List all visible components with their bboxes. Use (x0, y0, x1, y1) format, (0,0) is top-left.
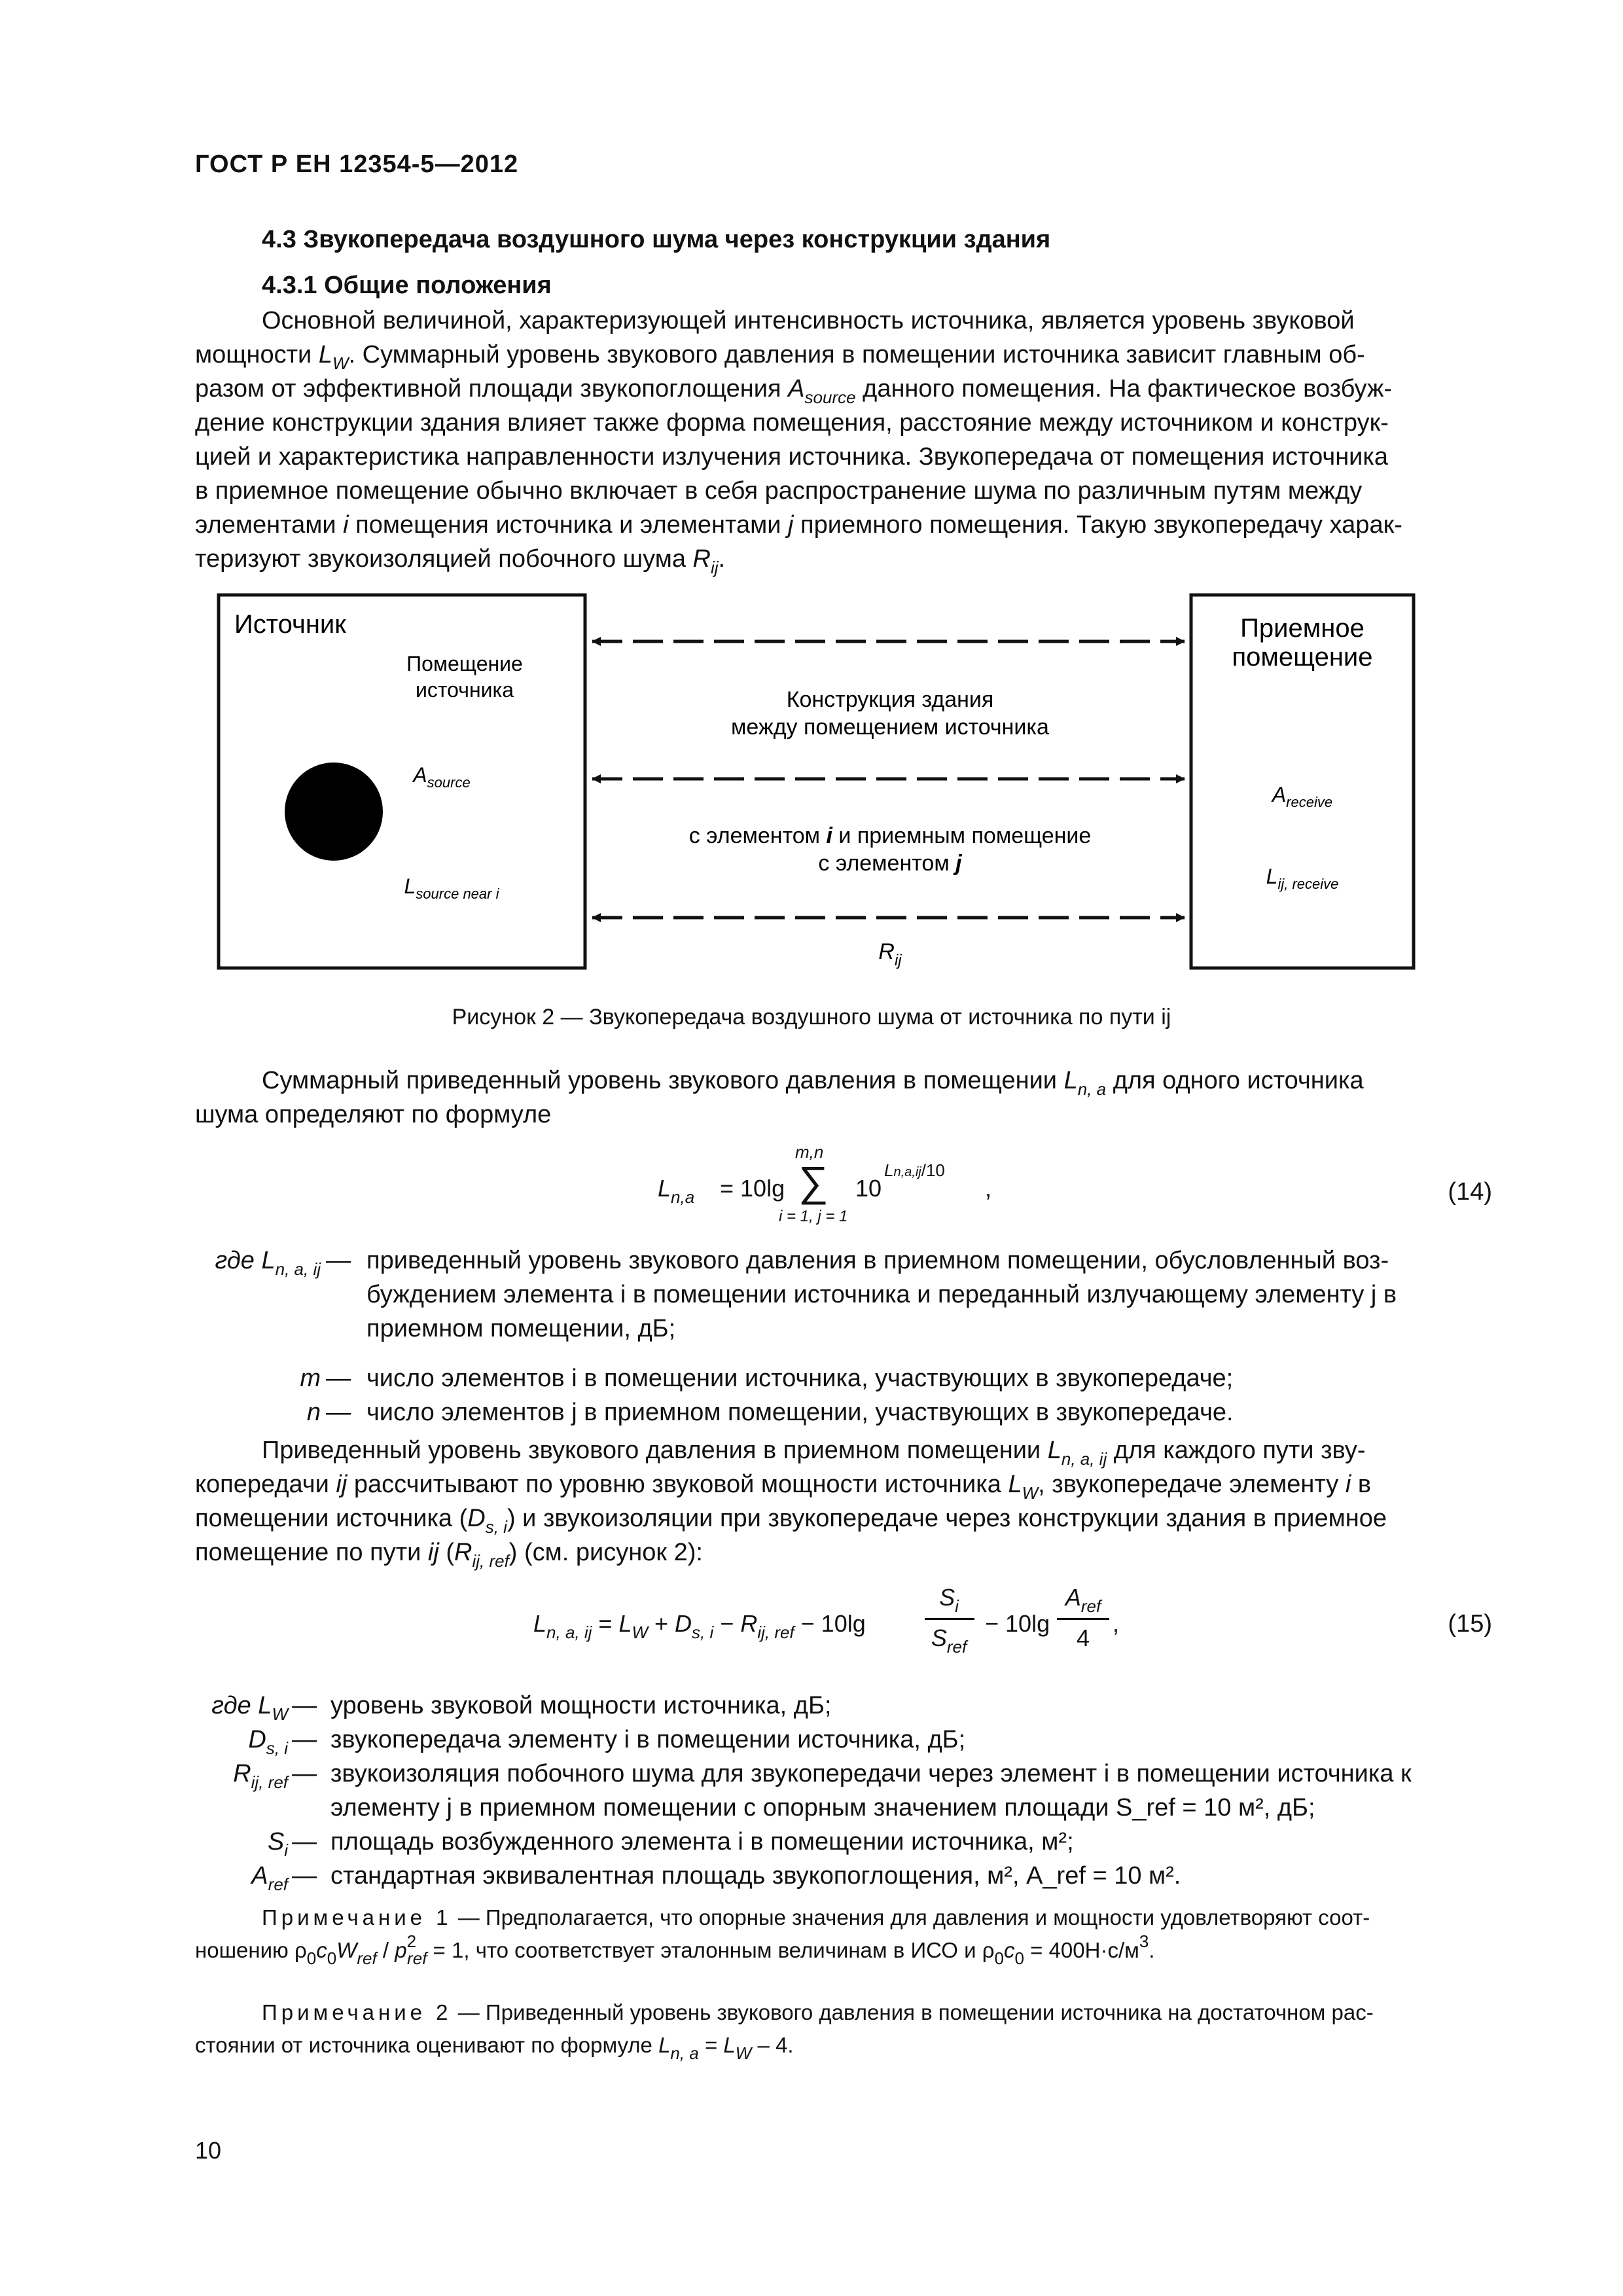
paragraph-3: Приведенный уровень звукового давления в приемном помещении $L_{n, a, ij}$ для каждого пути зву- копередачи ij рассчитывают по уровню звуковой мощности источника $L_W$, звукопередаче элементу i в помещении источника $(D_{s, i})$ и звукоизоляции при звукопередаче через конструкции здания в приемное помещение по пути ij $(R_{ij, ref})$ (см. рисунок 2): (195, 1437, 1387, 1571)
formula-14: $L_{n,a}$ = 10lg m,n ∑ i = 1, j = 1 10 Ln,a,ij/10 , (658, 1142, 992, 1225)
page-number: 10 (195, 2137, 222, 2164)
middle-text-1: Конструкция здания (786, 687, 994, 712)
figure-caption: Рисунок 2 — Звукопередача воздушного шума от источника по пути ij (452, 1005, 1171, 1030)
paragraph-1: Основной величиной, характеризующей интенсивность источника, является уровень звуковой мощности $L_W$. Суммарный уровень звукового давления в помещении источника зависит главным об- разом от эффективной площади звукопоглощения $A_{source}$ данного помещения. На фактическое возбуж- дение конструкции здания влияет также форма помещения, расстояние между источником и конструк- цией и характеристика направленности излучения источника. Звукопередача от помещения источника в приемное помещение обычно включает в себя распространение шума по различным путям между элементами i помещения источника и элементами j приемного помещения. Такую звукопередачу харак- теризуют звукоизоляцией побочного шума $R_{ij}$. (195, 307, 1402, 577)
section-heading: 4.3 Звукопередача воздушного шума через конструкции здания (262, 226, 1051, 253)
equation-number-15: (15) (1448, 1610, 1492, 1638)
note-2: Примечание 2 — Приведенный уровень звукового давления в помещении источника на достаточном рас- стоянии от источника оценивают по формуле $L_{n, a} = L_W - 4$. (195, 2000, 1374, 2063)
subsection-heading: 4.3.1 Общие положения (262, 272, 552, 299)
defs-14: где $L_{n, a, ij}$ — приведенный уровень звукового давления в приемном помещении, обусловленный воз- буждением элемента i в помещении источника и переданный излучающему элементу j в приемном помещении, дБ; m — число элементов i в помещении источника, участвующих в звукопередаче; n — число элементов j в приемном помещении, участвующих в звукопередаче. (0, 1244, 1623, 1440)
noise-source-icon (285, 762, 383, 861)
defs-15: где $L_W$ — уровень звуковой мощности источника, дБ; $D_{s, i}$ — звукопередача элементу i в помещении источника, дБ; $R_{ij, ref}$ — звукоизоляция побочного шума для звукопередачи через элемент i в помещении источника к элементу j в приемном помещении с опорным значением площади S_ref = 10 м², дБ; $S_i$ — площадь возбужденного элемента i в помещении источника, м²; $A_{ref}$ — стандартная эквивалентная площадь звукопоглощения, м², A_ref = 10 м². (211, 1692, 1412, 1894)
formula-15: $L_{n, a, ij} = L_W + D_{s, i} - R_{ij, ref} - 10\lg$ $S_i$ $S_{ref}$ − 10lg $A_{ref}$ 4 , (533, 1584, 1120, 1657)
equation-number-14: (14) (1448, 1178, 1492, 1206)
standard-header: ГОСТ Р ЕН 12354-5—2012 (195, 151, 519, 178)
a-source-label: $A_{source}$ (413, 763, 471, 791)
receive-room-line-1: Приемное (1240, 614, 1364, 643)
middle-text-2: между помещением источника (731, 715, 1049, 740)
def-term-lnaij: где $L_{n, a, ij}$ (215, 1247, 321, 1279)
figure-2-diagram (209, 586, 1427, 978)
source-room-line-2: источника (416, 678, 514, 702)
sum-icon: ∑ (798, 1158, 829, 1205)
source-label: Источник (234, 610, 346, 639)
note-1: Примечание 1 — Предполагается, что опорные значения для давления и мощности удовлетворяют соот- ношению $\rho_0c_0W_{ref} / p^2_{ref} = 1$, что соответствует эталонным величинам в ИСО и $\rho_0c_0 = 400Н\cdot с/м^3$. (195, 1905, 1370, 1968)
middle-text-4: с элементом j (818, 851, 962, 876)
paragraph-2: Суммарный приведенный уровень звукового давления в помещении $L_{n, a}$ для одного источника шума определяют по формуле (195, 1067, 1364, 1128)
source-room-box (219, 595, 585, 968)
l-source-label: $L_{source near i}$ (404, 874, 499, 902)
middle-text-3: с элементом i и приемным помещение (688, 823, 1092, 848)
receive-room-line-2: помещение (1232, 643, 1373, 672)
r-ij-label: $R_{ij}$ (878, 939, 902, 969)
l-receive-label: $L_{ij, receive}$ (1266, 865, 1339, 892)
a-receive-label: $A_{receive}$ (1272, 783, 1333, 810)
source-room-line-1: Помещение (406, 652, 523, 675)
